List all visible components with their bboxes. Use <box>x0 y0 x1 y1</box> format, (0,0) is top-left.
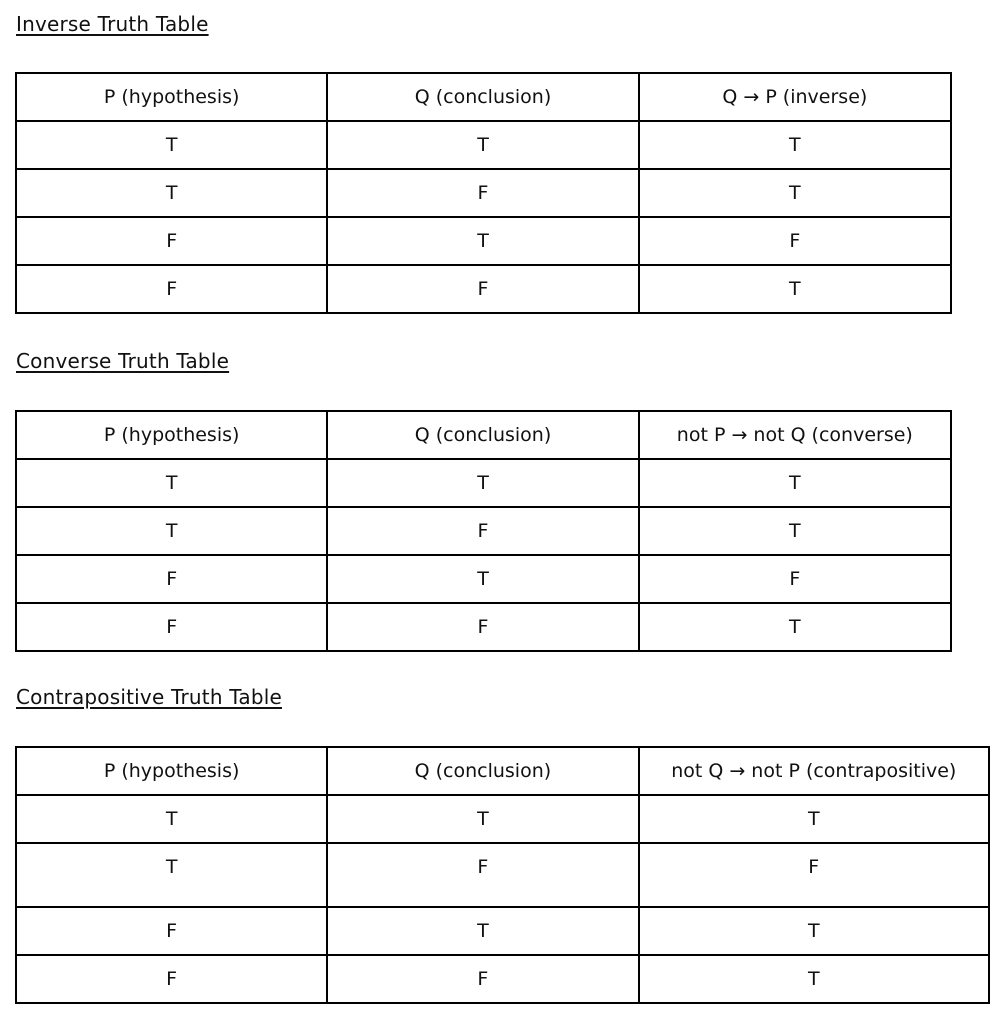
inverse-table-title: Inverse Truth Table <box>16 12 209 36</box>
table-cell: T <box>639 121 951 169</box>
header-cell: Q → P (inverse) <box>639 73 951 121</box>
table-cell: F <box>16 555 327 603</box>
table-cell: F <box>16 217 327 265</box>
table-row <box>16 843 989 907</box>
table-row <box>16 955 989 1003</box>
table-cell: T <box>327 121 638 169</box>
converse-table-title: Converse Truth Table <box>16 349 230 373</box>
header-cell: not Q → not P (contrapositive) <box>639 747 989 795</box>
table-cell: F <box>327 265 638 313</box>
header-cell: Q (conclusion) <box>327 411 638 459</box>
table-header-row <box>16 411 951 459</box>
table-cell: T <box>639 169 951 217</box>
table-row <box>16 555 951 603</box>
table-cell: F <box>327 603 638 651</box>
converse-truth-table <box>15 410 952 652</box>
table-cell: T <box>16 169 327 217</box>
contrapositive-table-title: Contrapositive Truth Table <box>16 685 282 709</box>
table-cell: F <box>639 843 989 907</box>
table-cell: T <box>639 603 951 651</box>
table-cell: F <box>16 955 327 1003</box>
table-row <box>16 603 951 651</box>
table-cell: T <box>327 795 638 843</box>
table-row <box>16 121 951 169</box>
table-cell: T <box>639 265 951 313</box>
table-cell: F <box>327 955 638 1003</box>
header-cell: Q (conclusion) <box>327 747 638 795</box>
header-cell: P (hypothesis) <box>16 411 327 459</box>
table-cell: T <box>639 907 989 955</box>
inverse-truth-table <box>15 72 952 314</box>
header-cell: P (hypothesis) <box>16 747 327 795</box>
table-row <box>16 907 989 955</box>
table-row <box>16 795 989 843</box>
table-row <box>16 169 951 217</box>
header-cell: not P → not Q (converse) <box>639 411 951 459</box>
table-cell: T <box>639 795 989 843</box>
table-cell: T <box>327 217 638 265</box>
table-row <box>16 217 951 265</box>
header-cell: P (hypothesis) <box>16 73 327 121</box>
table-row <box>16 507 951 555</box>
table-cell: F <box>327 843 638 907</box>
table-cell: T <box>327 907 638 955</box>
table-cell: F <box>327 169 638 217</box>
table-cell: T <box>16 121 327 169</box>
table-cell: T <box>327 555 638 603</box>
table-cell: T <box>16 795 327 843</box>
table-cell: T <box>327 459 638 507</box>
table-cell: T <box>16 507 327 555</box>
table-cell: T <box>16 459 327 507</box>
table-row <box>16 265 951 313</box>
table-header-row <box>16 73 951 121</box>
table-header-row <box>16 747 989 795</box>
table-cell: F <box>639 217 951 265</box>
table-cell: F <box>639 555 951 603</box>
table-cell: T <box>639 459 951 507</box>
table-row <box>16 459 951 507</box>
contrapositive-truth-table <box>15 746 990 1004</box>
table-cell: T <box>639 955 989 1003</box>
table-cell: T <box>639 507 951 555</box>
table-cell: F <box>16 907 327 955</box>
table-cell: F <box>16 603 327 651</box>
table-cell: F <box>327 507 638 555</box>
table-cell: T <box>16 843 327 907</box>
header-cell: Q (conclusion) <box>327 73 638 121</box>
table-cell: F <box>16 265 327 313</box>
